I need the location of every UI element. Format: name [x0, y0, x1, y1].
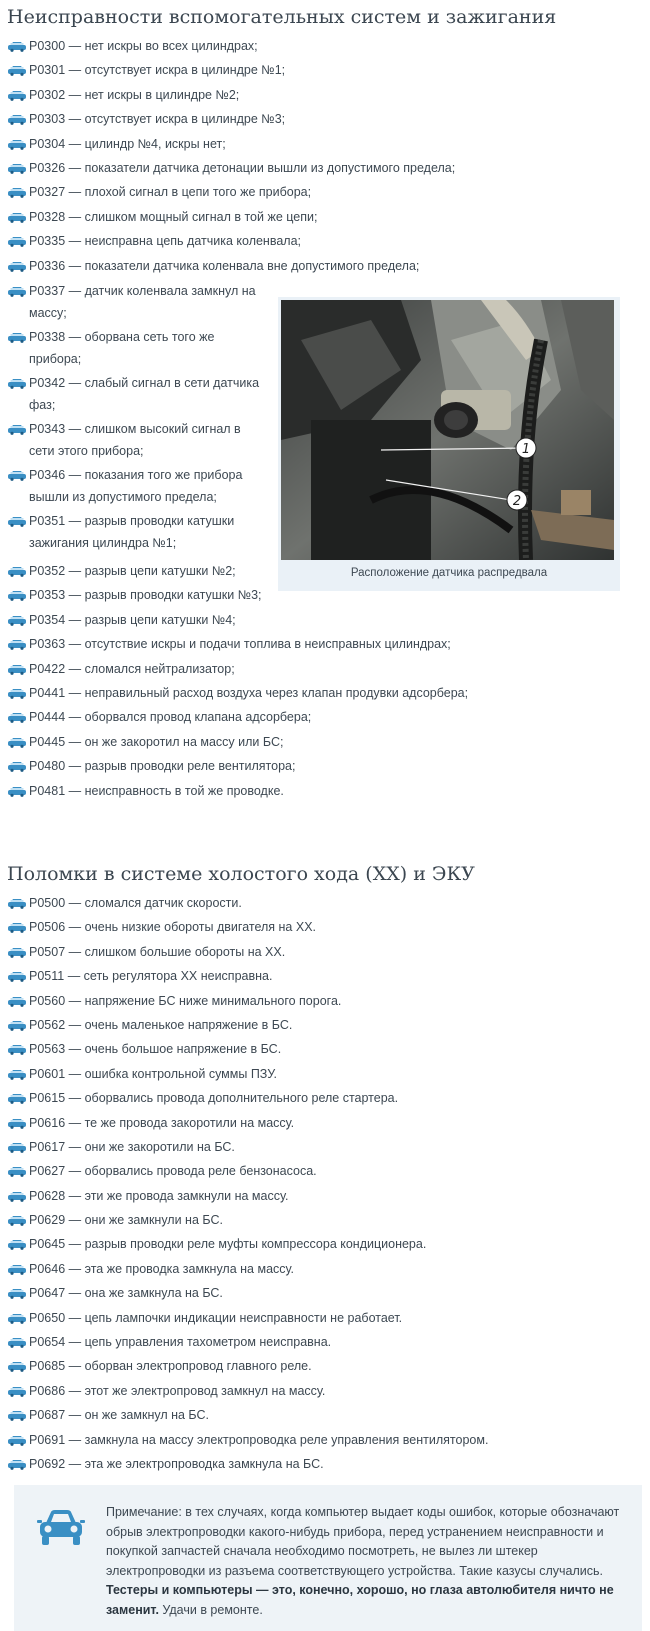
code-item: [7, 942, 488, 966]
code-list-ignition: [7, 36, 455, 280]
code-text: P0326 — показатели датчика детонации вышли из допустимого предела;: [29, 160, 456, 175]
figure-label-1: 1: [521, 442, 531, 457]
car-icon: [7, 470, 27, 481]
code-item: [7, 1259, 488, 1283]
code-text: P0445 — он же закоротил на массу или БС;: [29, 734, 284, 749]
car-icon: [7, 639, 27, 650]
car-icon: [7, 688, 27, 699]
code-text: P0338 — оборвана сеть того же прибора;: [29, 330, 215, 366]
code-item: [7, 683, 468, 707]
code-list-idle: [7, 893, 488, 1478]
code-text: P0353 — разрыв проводки катушки №3;: [29, 588, 262, 603]
code-list-ignition-wrapped: [7, 281, 267, 557]
car-icon: [7, 261, 27, 272]
figure-label-2: 2: [512, 494, 522, 509]
code-item: [7, 182, 455, 206]
code-text: P0560 — напряжение БС ниже минимального порога.: [29, 993, 342, 1008]
car-icon: [7, 114, 27, 125]
car-icon: [7, 1386, 27, 1397]
code-text: P0327 — плохой сигнал в цепи того же прибора;: [29, 185, 312, 200]
code-item: [7, 917, 488, 941]
code-text: P0481 — неисправность в той же проводке.: [29, 783, 284, 798]
code-item: [7, 373, 267, 416]
code-text: P0601 — ошибка контрольной суммы ПЗУ.: [29, 1066, 277, 1081]
code-item: [7, 85, 455, 109]
code-text: P0301 — отсутствует искра в цилиндре №1;: [29, 63, 286, 78]
code-item: [7, 991, 488, 1015]
car-icon: [7, 41, 27, 52]
code-text: P0352 — разрыв цепи катушки №2;: [29, 564, 236, 578]
car-icon: [7, 516, 27, 527]
car-icon: [7, 424, 27, 435]
code-item: [7, 60, 455, 84]
code-item: [7, 1039, 488, 1063]
car-icon: [7, 1239, 27, 1250]
code-text: P0645 — разрыв проводки реле муфты компрессора кондиционера.: [29, 1237, 427, 1252]
code-item: [7, 256, 455, 280]
car-icon: [7, 712, 27, 723]
code-item: [7, 281, 267, 324]
code-text: P0563 — очень большое напряжение в БС.: [29, 1042, 282, 1057]
code-item: [7, 1234, 488, 1258]
code-text: P0342 — слабый сигнал в сети датчика фаз;: [29, 376, 260, 412]
code-item: [7, 1210, 488, 1234]
code-item: [7, 1283, 488, 1307]
car-icon: [7, 236, 27, 247]
car-icon: [7, 1020, 27, 1031]
code-list-ignition-continued: [7, 561, 468, 805]
code-item: [7, 134, 455, 158]
car-icon: [7, 1313, 27, 1324]
car-icon: [7, 65, 27, 76]
code-text: P0444 — оборвался провод клапана адсорбера;: [29, 710, 312, 725]
car-icon: [7, 1410, 27, 1421]
note-tail: Удачи в ремонте.: [158, 1602, 263, 1617]
car-icon: [7, 1191, 27, 1202]
car-icon: [7, 1459, 27, 1470]
code-text: P0422 — сломался нейтрализатор;: [29, 661, 235, 676]
code-item: [7, 1064, 488, 1088]
car-icon: [7, 590, 27, 601]
code-text: P0303 — отсутствует искра в цилиндре №3;: [29, 112, 286, 127]
code-text: P0506 — очень низкие обороты двигателя на ХХ.: [29, 920, 316, 935]
code-text: P0441 — неправильный расход воздуха через клапан продувки адсорбера;: [29, 685, 469, 700]
code-item: [7, 756, 468, 780]
code-text: P0627 — оборвались провода реле бензонасоса.: [29, 1164, 317, 1179]
car-icon: [7, 1069, 27, 1080]
note-bold: Тестеры и компьютеры — это, конечно, хорошо, но глаза автолюбителя ничто не заменит.: [106, 1583, 614, 1617]
code-text: P0343 — слишком высокий сигнал в сети этого прибора;: [29, 422, 241, 458]
note-text: [106, 1503, 626, 1620]
code-text: P0302 — нет искры в цилиндре №2;: [29, 87, 240, 102]
section-title-ignition: Неисправности вспомогательных систем и зажигания: [7, 6, 557, 28]
code-text: P0647 — она же замкнула на БС.: [29, 1286, 223, 1301]
code-text: P0304 — цилиндр №4, искры нет;: [29, 136, 226, 151]
code-item: [7, 1332, 488, 1356]
car-icon: [7, 1044, 27, 1055]
code-text: P0654 — цепь управления тахометром неисправна.: [29, 1335, 332, 1350]
code-item: [7, 36, 455, 60]
code-text: P0686 — этот же электропровод замкнул на массу.: [29, 1383, 326, 1398]
code-item: [7, 327, 267, 370]
code-text: P0687 — он же замкнул на БС.: [29, 1408, 209, 1423]
code-item: [7, 659, 468, 683]
car-icon: [7, 1264, 27, 1275]
code-item: [7, 1113, 488, 1137]
code-text: P0692 — эта же электропроводка замкнула на БС.: [29, 1456, 324, 1471]
code-text: P0328 — слишком мощный сигнал в той же цепи;: [29, 209, 318, 224]
code-text: P0337 — датчик коленвала замкнул на массу;: [29, 284, 256, 320]
code-item: [7, 1161, 488, 1185]
car-icon: [7, 378, 27, 389]
car-icon: [7, 1166, 27, 1177]
car-icon: [7, 286, 27, 297]
code-item: [7, 1137, 488, 1161]
code-item: [7, 511, 267, 554]
car-icon: [7, 947, 27, 958]
camshaft-sensor-figure: [278, 297, 620, 591]
car-icon: [7, 996, 27, 1007]
car-icon: [7, 664, 27, 675]
code-item: [7, 1381, 488, 1405]
code-text: P0363 — отсутствие искры и подачи топлива в неисправных цилиндрах;: [29, 637, 451, 652]
code-item: [7, 707, 468, 731]
car-icon: [7, 1142, 27, 1153]
code-text: P0628 — эти же провода замкнули на массу.: [29, 1188, 289, 1203]
car-icon: [7, 971, 27, 982]
code-item: [7, 966, 488, 990]
car-icon: [36, 1507, 86, 1547]
code-item: [7, 207, 455, 231]
code-text: P0562 — очень маленькое напряжение в БС.: [29, 1017, 293, 1032]
section-title-idle: Поломки в системе холостого хода (ХХ) и ЭКУ: [7, 863, 475, 885]
code-text: P0335 — неисправна цепь датчика коленвала;: [29, 234, 302, 249]
code-item: [7, 231, 455, 255]
code-text: P0336 — показатели датчика коленвала вне допустимого предела;: [29, 258, 420, 273]
code-item: [7, 1430, 488, 1454]
code-text: P0300 — нет искры во всех цилиндрах;: [29, 39, 258, 53]
car-icon: [7, 90, 27, 101]
code-item: [7, 1308, 488, 1332]
car-icon: [7, 566, 27, 577]
code-text: P0617 — они же закоротили на БС.: [29, 1139, 235, 1154]
code-text: P0646 — эта же проводка замкнула на массу.: [29, 1261, 294, 1276]
car-icon: [7, 922, 27, 933]
code-item: [7, 1454, 488, 1478]
code-text: P0500 — сломался датчик скорости.: [29, 896, 242, 910]
code-item: [7, 610, 468, 634]
code-item: [7, 1015, 488, 1039]
code-item: [7, 1405, 488, 1429]
code-item: [7, 732, 468, 756]
car-icon: [7, 1288, 27, 1299]
code-text: P0629 — они же замкнули на БС.: [29, 1213, 223, 1228]
code-item: [7, 1356, 488, 1380]
code-item: [7, 1088, 488, 1112]
note-box: [14, 1485, 642, 1631]
car-icon: [7, 332, 27, 343]
figure-caption: Расположение датчика распредвала: [350, 567, 548, 579]
code-text: P0480 — разрыв проводки реле вентилятора;: [29, 759, 296, 774]
car-icon: [7, 761, 27, 772]
car-icon: [7, 139, 27, 150]
car-icon: [7, 1435, 27, 1446]
car-icon: [7, 187, 27, 198]
car-icon: [7, 1093, 27, 1104]
code-text: P0615 — оборвались провода дополнительного реле стартера.: [29, 1091, 399, 1106]
car-icon: [7, 1118, 27, 1129]
car-icon: [7, 1361, 27, 1372]
engine-photo: [281, 300, 614, 560]
car-icon: [7, 898, 27, 909]
code-item: [7, 419, 267, 462]
code-item: [7, 781, 468, 805]
code-item: [7, 109, 455, 133]
code-text: P0354 — разрыв цепи катушки №4;: [29, 612, 236, 627]
code-text: P0685 — оборван электропровод главного реле.: [29, 1359, 312, 1374]
code-text: P0351 — разрыв проводки катушки зажигания цилиндра №1;: [29, 514, 235, 550]
car-icon: [7, 1215, 27, 1226]
code-text: P0650 — цепь лампочки индикации неисправности не работает.: [29, 1310, 403, 1325]
code-item: [7, 893, 488, 917]
code-text: P0346 — показания того же прибора вышли из допустимого предела;: [29, 468, 243, 504]
car-icon: [7, 163, 27, 174]
code-item: [7, 634, 468, 658]
code-text: P0691 — замкнула на массу электропроводка реле управления вентилятором.: [29, 1432, 489, 1447]
car-icon: [7, 786, 27, 797]
code-item: [7, 465, 267, 508]
car-icon: [7, 615, 27, 626]
code-text: P0507 — слишком большие обороты на ХХ.: [29, 944, 286, 959]
car-icon: [7, 737, 27, 748]
code-text: P0616 — те же провода закоротили на массу.: [29, 1115, 295, 1130]
code-text: P0511 — сеть регулятора ХХ неисправна.: [29, 969, 273, 984]
car-icon: [7, 212, 27, 223]
note-body: Примечание: в тех случаях, когда компьютер выдает коды ошибок, которые обозначают обрыв электропроводки какого-нибудь прибора, перед устранением неисправности и покупкой запчастей сначала необходимо посмотреть, не вылез ли штекер электропроводки из разъема соответствующего устройства. Такие казусы случались.: [106, 1505, 620, 1578]
code-item: [7, 1186, 488, 1210]
code-item: [7, 158, 455, 182]
car-icon: [7, 1337, 27, 1348]
